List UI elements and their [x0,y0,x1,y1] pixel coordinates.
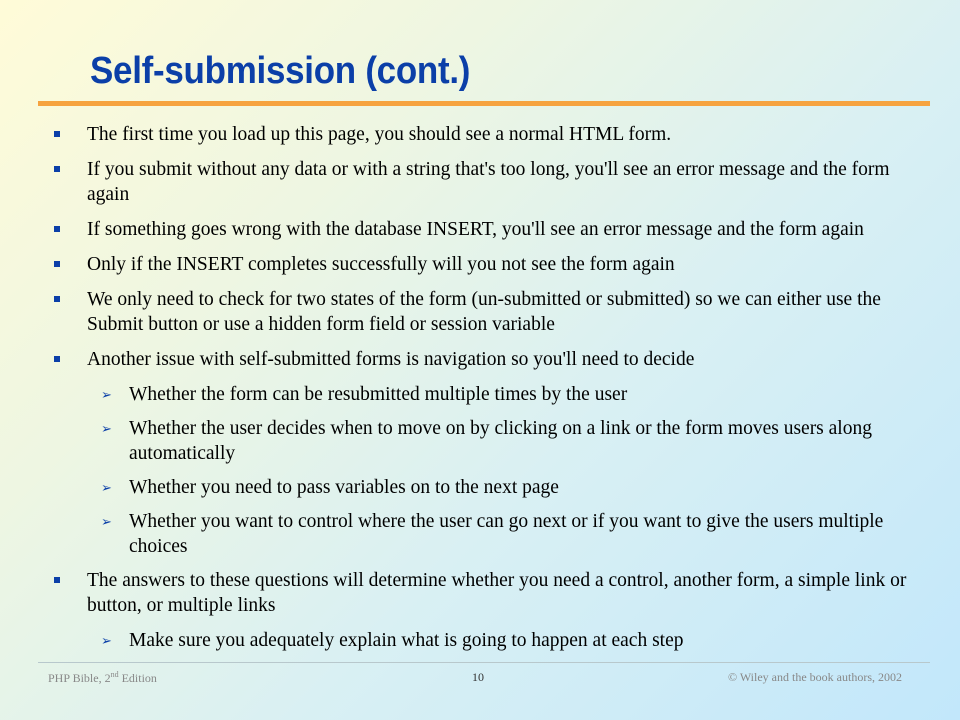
bullet-text: Whether the user decides when to move on by clicking on a link or the form moves users along automatically [129,418,872,464]
arrow-bullet-icon: ➢ [101,481,112,496]
bullet-item [87,157,912,207]
footer-copyright: © Wiley and the book authors, 2002 [727,670,902,684]
sub-bullet-item [101,382,909,407]
bullet-item [87,568,912,618]
square-bullet-icon [54,261,60,267]
bullet-item [87,252,912,277]
bullet-item [87,347,912,372]
square-bullet-icon [54,166,60,172]
square-bullet-icon [54,296,60,302]
bullet-text: Only if the INSERT completes successfully will you not see the form again [87,254,675,275]
square-bullet-icon [54,226,60,232]
sub-bullet-item [101,509,909,559]
footer-edition-word: Edition [118,671,157,685]
bullet-text: Whether you need to pass variables on to the next page [129,477,559,498]
arrow-bullet-icon: ➢ [101,515,112,530]
bullet-text: The answers to these questions will determine whether you need a control, another form, a simple link or button, or multiple links [87,570,907,616]
bullet-item [87,287,912,337]
square-bullet-icon [54,131,60,137]
sub-bullet-item [101,475,909,500]
bullet-text: We only need to check for two states of the form (un-submitted or submitted) so we can either use the Submit button or use a hidden form field or session variable [87,289,881,335]
footer-book: PHP Bible, 2 [48,671,111,685]
bullet-text: Whether you want to control where the user can go next or if you want to give the users multiple choices [129,511,884,557]
bullet-item [87,217,912,242]
arrow-bullet-icon: ➢ [101,634,112,649]
arrow-bullet-icon: ➢ [101,422,112,437]
footer-book-title [48,670,157,686]
bullet-item [87,122,912,147]
page-number: 10 [472,670,484,684]
sub-bullet-item [101,628,909,653]
footer-edition-superscript: nd [110,670,119,679]
slide-title: Self-submission (cont.) [90,50,471,92]
bullet-text: Whether the form can be resubmitted multiple times by the user [129,384,628,405]
title-underline [38,101,930,106]
footer-divider [38,662,930,663]
sub-bullet-item [101,416,909,466]
bullet-text: If you submit without any data or with a string that's too long, you'll see an error message and the form again [87,159,890,205]
bullet-text: The first time you load up this page, you should see a normal HTML form. [87,124,672,145]
bullet-text: Another issue with self-submitted forms is navigation so you'll need to decide [87,349,695,370]
bullet-text: If something goes wrong with the database INSERT, you'll see an error message and the form again [87,219,864,240]
bullet-text: Make sure you adequately explain what is going to happen at each step [129,630,684,651]
arrow-bullet-icon: ➢ [101,388,112,403]
bullet-list [0,122,960,662]
square-bullet-icon [54,356,60,362]
square-bullet-icon [54,577,60,583]
